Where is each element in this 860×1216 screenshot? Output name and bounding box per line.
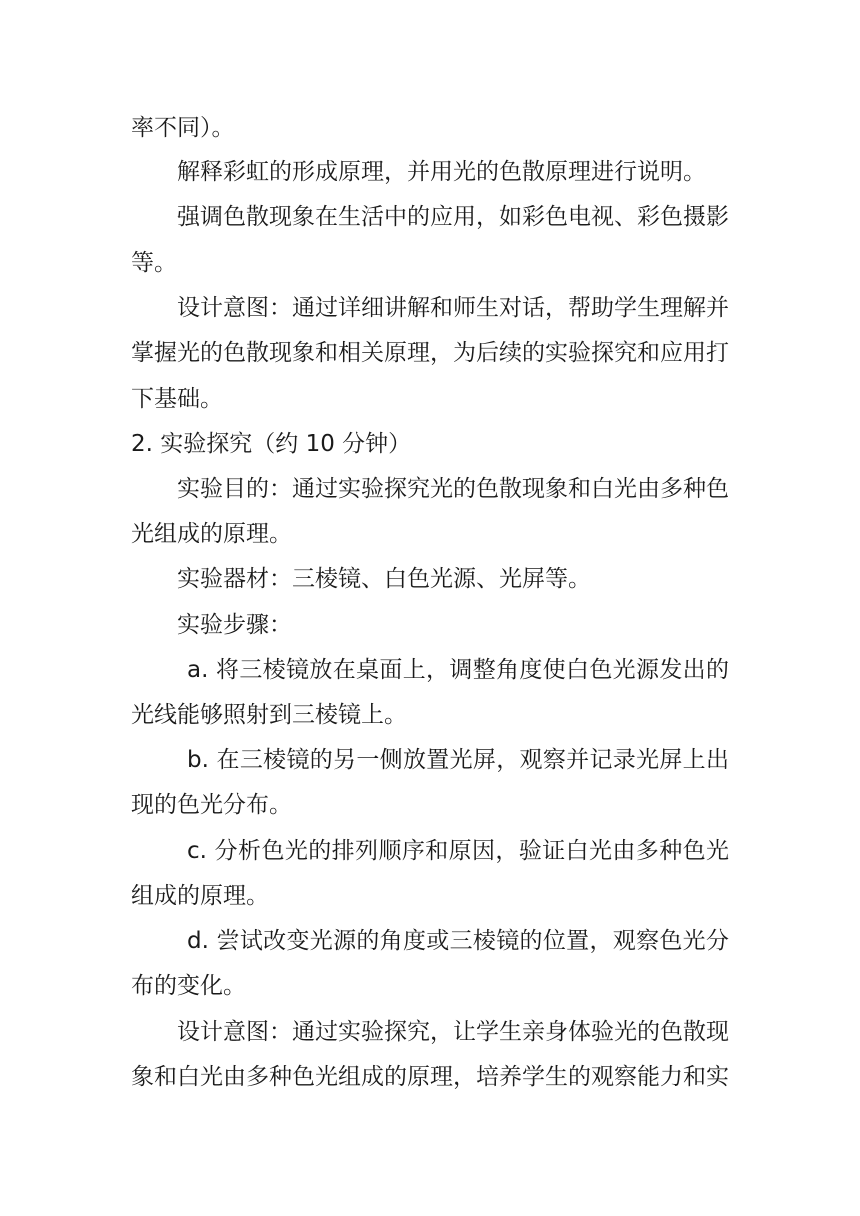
step-item: d. 尝试改变光源的角度或三棱镜的位置，观察色光分: [187, 928, 729, 954]
text-line: 下基础。: [131, 386, 223, 412]
text-line: 光组成的原理。: [131, 521, 292, 547]
step-item: c. 分析色光的排列顺序和原因，验证白光由多种色光: [187, 838, 729, 864]
text-line: 率不同）。: [131, 115, 235, 141]
text-line: 布的变化。: [131, 973, 246, 999]
text-line: 光线能够照射到三棱镜上。: [131, 702, 407, 728]
text-line: 实验步骤：: [177, 612, 292, 638]
text-line: 掌握光的色散现象和相关原理，为后续的实验探究和应用打: [131, 340, 729, 366]
text-line: 解释彩虹的形成原理，并用光的色散原理进行说明。: [177, 159, 706, 185]
text-line: 实验目的：通过实验探究光的色散现象和白光由多种色: [177, 476, 729, 502]
step-item: a. 将三棱镜放在桌面上，调整角度使白色光源发出的: [187, 657, 729, 683]
text-line: 组成的原理。: [131, 883, 269, 909]
text-line: 现的色光分布。: [131, 792, 292, 818]
text-line: 强调色散现象在生活中的应用，如彩色电视、彩色摄影: [177, 204, 729, 230]
text-line: 设计意图：通过详细讲解和师生对话，帮助学生理解并: [177, 295, 729, 321]
text-line: 象和白光由多种色光组成的原理，培养学生的观察能力和实: [131, 1064, 729, 1090]
section-heading: 2. 实验探究（约 10 分钟）: [131, 431, 412, 457]
text-line: 设计意图：通过实验探究，让学生亲身体验光的色散现: [177, 1019, 729, 1045]
text-line: 等。: [131, 250, 177, 276]
text-line: 实验器材：三棱镜、白色光源、光屏等。: [177, 566, 591, 592]
step-item: b. 在三棱镜的另一侧放置光屏，观察并记录光屏上出: [187, 747, 729, 773]
